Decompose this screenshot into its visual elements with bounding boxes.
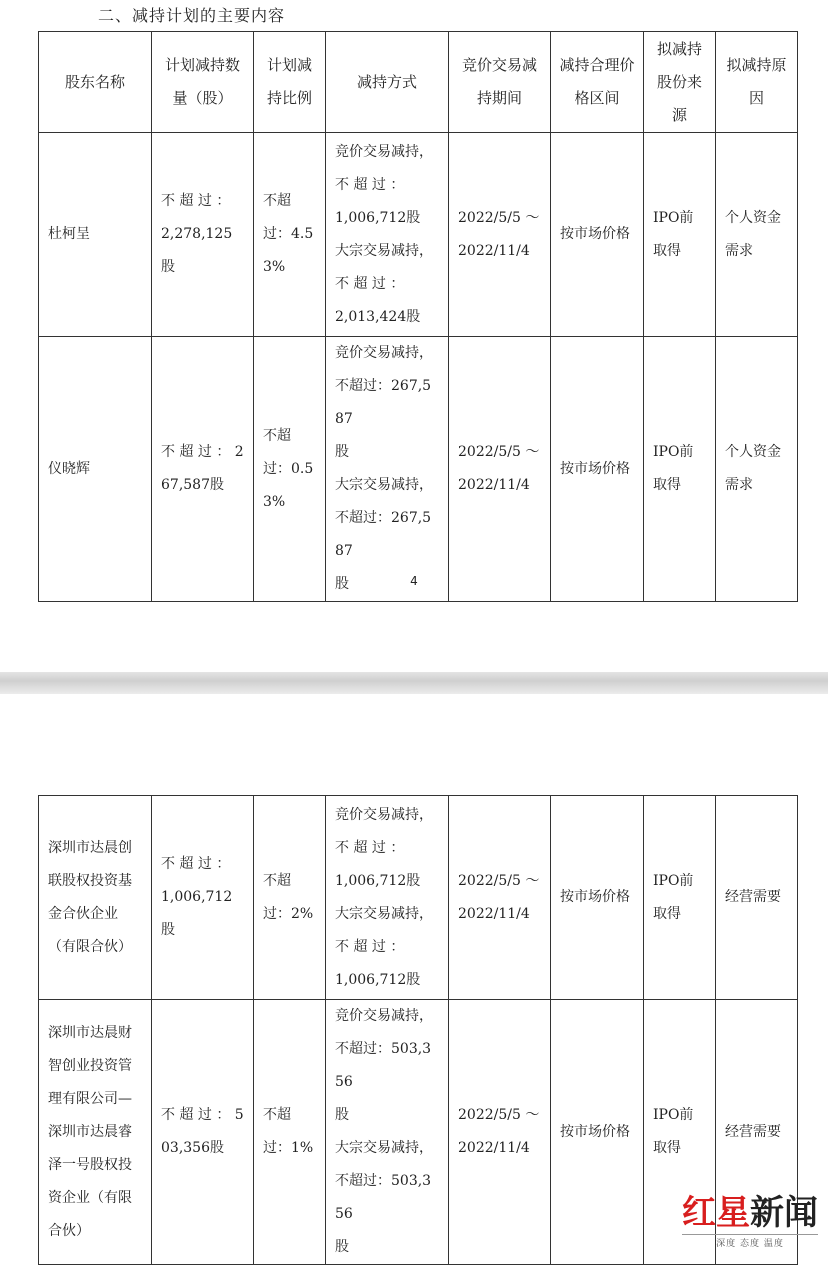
planned-quantity: 不 超 过 ： 1,006,712股 [152,796,254,1000]
method-line: 1,006,712股 [335,872,421,889]
method-line: 竞价交易减持， [335,143,433,160]
method-line: 股 [335,1239,349,1255]
method-line: 竞价交易减持， [335,1008,433,1024]
planned-quantity: 不 超 过 ： 267,587股 [152,337,254,602]
method-line: 不超过：267,587 [335,510,432,559]
page-number: 4 [410,574,418,588]
header-cell: 竞价交易减持期间 [449,32,551,133]
method-line: 1,006,712股 [335,209,421,226]
reduction-reason: 个人资金需求 [716,337,798,602]
reduction-plan-table-page1 [38,31,798,602]
price-range: 按市场价格 [551,1000,644,1265]
share-source: IPO前取得 [644,796,716,1000]
method-line: 大宗交易减持， [335,1140,433,1156]
reduction-period: 2022/5/5 ～ 2022/11/4 [449,796,551,1000]
share-source: IPO前取得 [644,1000,716,1265]
shareholder-name: 仪晓辉 [39,337,152,602]
page-separator [0,672,828,694]
planned-ratio: 不超过：4.53% [254,133,326,337]
reduction-reason: 个人资金需求 [716,133,798,337]
header-cell: 减持方式 [326,32,449,133]
method-line: 竞价交易减持， [335,806,433,823]
table-row [39,337,798,602]
header-cell: 计划减持数量（股） [152,32,254,133]
shareholder-name: 深圳市达晨创联股权投资基金合伙企业（有限合伙） [39,796,152,1000]
planned-quantity: 不 超 过 ： 2,278,125股 [152,133,254,337]
method-line: 不 超 过 ： [335,176,405,193]
planned-quantity: 不 超 过 ： 503,356股 [152,1000,254,1265]
planned-ratio: 不超过：2% [254,796,326,1000]
header-cell: 计划减持比例 [254,32,326,133]
share-source: IPO前取得 [644,133,716,337]
planned-ratio: 不超过：1% [254,1000,326,1265]
table-row [39,796,798,1000]
method-line: 大宗交易减持， [335,905,433,922]
planned-ratio: 不超过：0.53% [254,337,326,602]
header-cell: 减持合理价格区间 [551,32,644,133]
reduction-reason: 经营需要 [716,796,798,1000]
reduction-period: 2022/5/5 ～ 2022/11/4 [449,1000,551,1265]
shareholder-name: 深圳市达晨财智创业投资管理有限公司—深圳市达晨睿泽一号股权投资企业（有限合伙） [39,1000,152,1265]
price-range: 按市场价格 [551,796,644,1000]
watermark-part: 新闻 [750,1193,818,1233]
method-line: 不 超 过 ： [335,275,405,292]
method-line: 大宗交易减持， [335,242,433,259]
reduction-method [326,337,449,602]
method-line: 不超过：503,356 [335,1173,432,1222]
watermark-title [682,1194,818,1232]
watermark-logo [682,1194,818,1249]
method-line: 股 [335,576,349,592]
watermark-part: 星 [716,1193,750,1233]
reduction-period: 2022/5/5 ～ 2022/11/4 [449,337,551,602]
method-line: 大宗交易减持， [335,477,433,493]
price-range: 按市场价格 [551,337,644,602]
watermark-slogan: 深度 态度 温度 [682,1234,818,1249]
section-title: 二、减持计划的主要内容 [98,6,286,25]
method-line: 不 超 过 ： [335,839,405,856]
method-line: 股 [335,1107,349,1123]
reduction-period: 2022/5/5 ～ 2022/11/4 [449,133,551,337]
price-range: 按市场价格 [551,133,644,337]
reduction-method [326,1000,449,1265]
method-line: 竞价交易减持， [335,345,433,361]
watermark-part: 红 [682,1193,716,1233]
header-cell: 股东名称 [39,32,152,133]
table-row [39,133,798,337]
table-header-row [39,32,798,133]
shareholder-name: 杜柯呈 [39,133,152,337]
method-line: 股 [335,444,349,460]
reduction-method [326,796,449,1000]
method-line: 2,013,424股 [335,308,421,325]
method-line: 1,006,712股 [335,971,421,988]
method-line: 不 超 过 ： [335,938,405,955]
header-cell: 拟减持股份来源 [644,32,716,133]
method-line: 不超过：267,587 [335,378,432,427]
share-source: IPO前取得 [644,337,716,602]
reduction-reason: 经营需要 [716,1000,798,1265]
reduction-method [326,133,449,337]
method-line: 不超过：503,356 [335,1041,432,1090]
header-cell: 拟减持原因 [716,32,798,133]
